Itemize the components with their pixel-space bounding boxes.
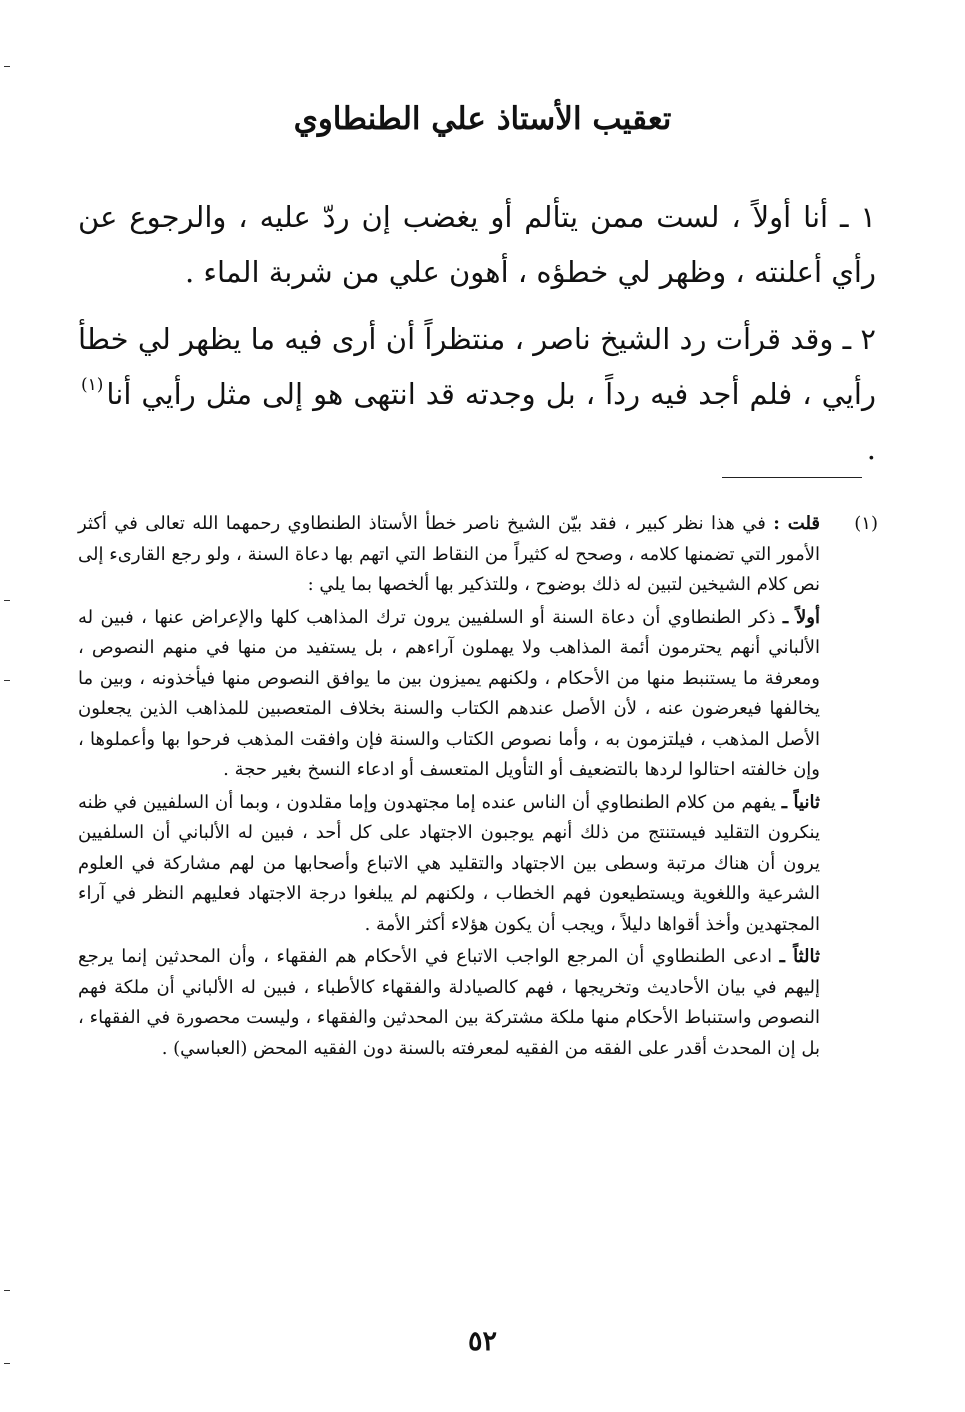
footnote-point-2-lead: ثانياً ـ — [781, 791, 820, 813]
footnote-body — [78, 509, 820, 1064]
footnote-point-3-lead: ثالثاً ـ — [779, 946, 820, 967]
footnote-marker: (١) — [854, 513, 878, 534]
footnote — [78, 509, 878, 1066]
paragraph-2-end: . — [866, 432, 876, 466]
margin-tick — [4, 1363, 10, 1364]
paragraph-2-text: ٢ ـ وقد قرأت رد الشيخ ناصر ، منتظراً أن أرى فيه ما يظهر لي خطأ رأيي ، فلم أجد فيه رداً ، بل وجدته قد انتهى هو إلى مثل رأيي أنا — [78, 322, 876, 411]
margin-tick — [4, 600, 10, 601]
footnote-separator — [722, 477, 862, 478]
footnote-point-1-lead: أولاً ـ — [782, 606, 820, 628]
page-number: ٥٢ — [467, 1326, 497, 1357]
footnote-point-2 — [78, 788, 820, 941]
footnote-point-3 — [78, 942, 820, 1064]
footnote-point-2-text: يفهم من كلام الطنطاوي أن الناس عنده إما مجتهدون وإما مقلدون ، وبما أن السلفيين في ظنه ينكرون التقليد فيستنتج من ذلك أنهم يوجبون الاجتهاد على كل أحد ، فبين له الألباني أن السلفيين يرون أن هناك مرتبة وسطى بين الاجتهاد والتقليد هي الاتباع وأصحابها من لهم مشاركة في العلوم الشرعية واللغوية ويستطيعون فهم الخطاب ، ولكنهم لم يبلغوا درجة الاجتهاد فعليهم النظر في آراء المجتهدين وأخذ أقواها دليلاً ، ويجب أن يكون هؤلاء أكثر الأمة . — [78, 791, 821, 935]
paragraph-1: ١ ـ أنا أولاً ، لست ممن يتألم أو يغضب إن ردّ عليه ، والرجوع عن رأي أعلنته ، وظهر لي خطؤه ، أهون علي من شربة الماء . — [78, 200, 876, 289]
footnote-point-1 — [78, 603, 820, 786]
footnote-intro-text: في هذا نظر كبير ، فقد بيّن الشيخ ناصر خطأ الأستاذ الطنطاوي رحمهما الله تعالى في أكثر الأمور التي تضمنها كلامه ، وصحح له كثيراً من النقاط التي اتهم بها دعاة السنة ، ولو رجع القارىء إلى نص كلام الشيخين لتبين له ذلك بوضوح ، وللتذكير بها ألخصها بما يلي : — [78, 513, 820, 595]
margin-tick — [4, 680, 10, 681]
footnote-intro — [78, 509, 820, 601]
footnote-point-1-text: ذكر الطنطاوي أن دعاة السنة أو السلفيين يرون ترك المذاهب كلها والإعراض عنها ، فبين له الألباني أنهم يحترمون أئمة المذاهب ولا يهملون آراءهم ، بل يستفيد من منها في منهم النصوص ، ومعرفة ما يستنبط منها من الأحكام ، ولكنهم يميزون بين ما يوافق النصوص منها فيأخذونه ، وبين ما يخالفها فيعرضون عنه ، لأن الأصل عندهم الكتاب والسنة بخلاف المتعصبين للمذاهب الذين يجعلون الأصل المذهب ، فيلتزمون به ، وأما نصوص الكتاب والسنة فإن وافقت المذهب فرحوا بها وأعملوها ، وإن خالفته احتالوا لردها بالتضعيف أو التأويل المتعسف أو ادعاء النسخ بغير حجة . — [78, 606, 820, 780]
footnote-intro-lead: قلت : — [773, 513, 821, 534]
margin-tick — [4, 66, 10, 67]
paragraph-2 — [78, 312, 876, 477]
page-title: تعقيب الأستاذ علي الطنطاوي — [293, 101, 672, 137]
main-text — [78, 190, 876, 489]
footnote-reference: (١) — [81, 375, 104, 395]
footnote-point-3-text: ادعى الطنطاوي أن المرجع الواجب الاتباع في الأحكام هم الفقهاء ، وأن المحدثين إنما يرجع إليهم في بيان الأحاديث وتخريجها ، فهم كالصيادلة والفقهاء كالأطباء ، فبين له الألباني أن ملكة فهم النصوص واستنباط الأحكام منها ملكة مشتركة بين المحدثين والفقهاء ، وليست محصورة في الفقهاء ، بل إن المحدث أقدر على الفقه من الفقيه لمعرفته بالسنة دون الفقيه المحض (العباسي) . — [78, 946, 820, 1059]
margin-tick — [4, 1290, 10, 1291]
